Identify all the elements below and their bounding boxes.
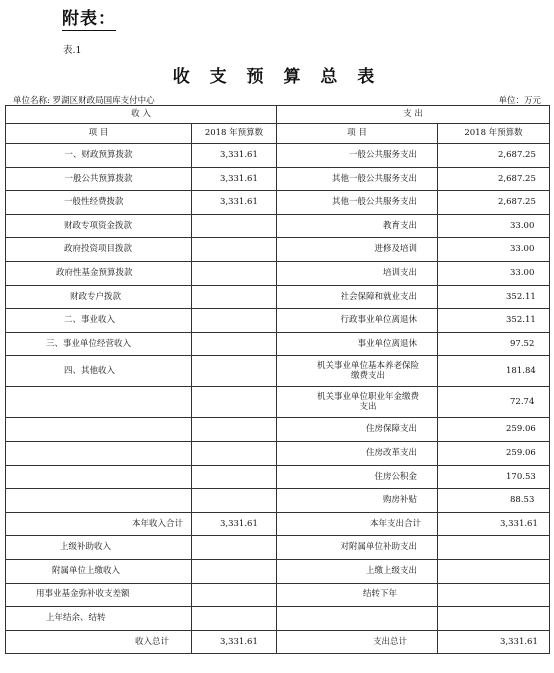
table-row (6, 238, 550, 262)
expense-item: 机关事业单位基本养老保险缴费支出 (277, 356, 438, 387)
col-income-budget: 2018 年预算数 (192, 124, 277, 144)
income-item: 本年收入合计 (6, 512, 192, 536)
col-income-item: 项 目 (6, 124, 192, 144)
income-item (6, 465, 192, 489)
expense-value: 33.00 (438, 261, 550, 285)
expense-value: 2,687.25 (438, 167, 550, 191)
income-item (6, 387, 192, 418)
expense-value (438, 583, 550, 607)
income-value (192, 489, 277, 513)
expense-item: 购房补贴 (277, 489, 438, 513)
page-title: 收 支 预 算 总 表 (172, 67, 382, 87)
expense-item: 机关事业单位职业年金缴费支出 (277, 387, 438, 418)
expense-value: 88.53 (438, 489, 550, 513)
expense-value (438, 607, 550, 631)
income-value (192, 285, 277, 309)
table-row (6, 191, 550, 215)
table-row (6, 441, 550, 465)
income-item: 收入总计 (6, 630, 192, 654)
income-item: 一般性经费拨款 (6, 191, 192, 215)
expense-item: 教育支出 (277, 214, 438, 238)
income-item: 政府投资项目拨款 (6, 238, 192, 262)
income-item: 财政专户拨款 (6, 285, 192, 309)
expense-value (438, 536, 550, 560)
expense-item: 支出总计 (277, 630, 438, 654)
table-row (6, 356, 550, 387)
table-row (6, 387, 550, 418)
income-value (192, 465, 277, 489)
income-item: 政府性基金预算拨款 (6, 261, 192, 285)
expense-item: 上缴上级支出 (277, 559, 438, 583)
table-row (6, 214, 550, 238)
income-item: 一般公共预算拨款 (6, 167, 192, 191)
unit-measure: 单位：万元 (498, 96, 541, 106)
income-value (192, 238, 277, 262)
col-expense-item: 项 目 (277, 124, 438, 144)
income-item: 上级补助收入 (6, 536, 192, 560)
expense-item: 行政事业单位离退休 (277, 309, 438, 333)
income-item: 附属单位上缴收入 (6, 559, 192, 583)
table-row (6, 285, 550, 309)
expense-item: 一般公共服务支出 (277, 144, 438, 168)
expense-item: 其他一般公共服务支出 (277, 191, 438, 215)
income-item: 二、事业收入 (6, 309, 192, 333)
income-value (192, 332, 277, 356)
expense-item: 事业单位离退休 (277, 332, 438, 356)
expense-value: 33.00 (438, 238, 550, 262)
expense-value: 352.11 (438, 285, 550, 309)
table-row (6, 418, 550, 442)
column-header-row (6, 124, 550, 144)
income-value: 3,331.61 (192, 630, 277, 654)
table-row (6, 583, 550, 607)
expense-value: 259.06 (438, 441, 550, 465)
expense-value: 352.11 (438, 309, 550, 333)
table-row (6, 332, 550, 356)
table-row (6, 167, 550, 191)
expense-value: 2,687.25 (438, 144, 550, 168)
expense-item: 住房保障支出 (277, 418, 438, 442)
income-item (6, 418, 192, 442)
col-expense-budget: 2018 年预算数 (438, 124, 550, 144)
income-value (192, 356, 277, 387)
expense-item: 培训支出 (277, 261, 438, 285)
expense-value: 2,687.25 (438, 191, 550, 215)
income-value (192, 441, 277, 465)
expense-value: 170.53 (438, 465, 550, 489)
income-value (192, 309, 277, 333)
table-row (6, 309, 550, 333)
income-item: 上年结余、结转 (6, 607, 192, 631)
expense-value: 181.84 (438, 356, 550, 387)
income-value (192, 387, 277, 418)
attachment-label: 附表： (62, 4, 116, 31)
table-number: 表.1 (63, 45, 82, 56)
expense-item: 结转下年 (277, 583, 438, 607)
table-row (6, 144, 550, 168)
table-row (6, 465, 550, 489)
expense-item (277, 607, 438, 631)
table-row (6, 559, 550, 583)
section-expense: 支 出 (277, 106, 550, 124)
expense-value (438, 559, 550, 583)
budget-table (5, 105, 550, 654)
expense-value: 259.06 (438, 418, 550, 442)
expense-item: 住房改革支出 (277, 441, 438, 465)
income-value (192, 536, 277, 560)
expense-value: 97.52 (438, 332, 550, 356)
table-row (6, 630, 550, 654)
expense-item: 进修及培训 (277, 238, 438, 262)
income-value (192, 583, 277, 607)
income-item (6, 489, 192, 513)
expense-item: 住房公积金 (277, 465, 438, 489)
income-item: 财政专项资金拨款 (6, 214, 192, 238)
table-row (6, 261, 550, 285)
income-value (192, 261, 277, 285)
expense-value: 3,331.61 (438, 630, 550, 654)
income-item: 一、财政预算拨款 (6, 144, 192, 168)
income-value: 3,331.61 (192, 167, 277, 191)
expense-item: 其他一般公共服务支出 (277, 167, 438, 191)
income-value: 3,331.61 (192, 512, 277, 536)
unit-name: 单位名称: 罗湖区财政局国库支付中心 (13, 96, 155, 106)
income-item (6, 441, 192, 465)
table-row (6, 607, 550, 631)
income-value (192, 214, 277, 238)
section-income: 收 入 (6, 106, 277, 124)
expense-item: 本年支出合计 (277, 512, 438, 536)
income-value: 3,331.61 (192, 144, 277, 168)
income-value: 3,331.61 (192, 191, 277, 215)
expense-value: 3,331.61 (438, 512, 550, 536)
section-header-row (6, 106, 550, 124)
income-item: 用事业基金弥补收支差额 (6, 583, 192, 607)
income-value (192, 607, 277, 631)
table-row (6, 489, 550, 513)
expense-value: 33.00 (438, 214, 550, 238)
income-item: 四、其他收入 (6, 356, 192, 387)
income-item: 三、事业单位经营收入 (6, 332, 192, 356)
expense-item: 社会保障和就业支出 (277, 285, 438, 309)
income-value (192, 559, 277, 583)
income-value (192, 418, 277, 442)
budget-table-body (6, 106, 550, 654)
table-row (6, 536, 550, 560)
expense-item: 对附属单位补助支出 (277, 536, 438, 560)
table-row (6, 512, 550, 536)
expense-value: 72.74 (438, 387, 550, 418)
